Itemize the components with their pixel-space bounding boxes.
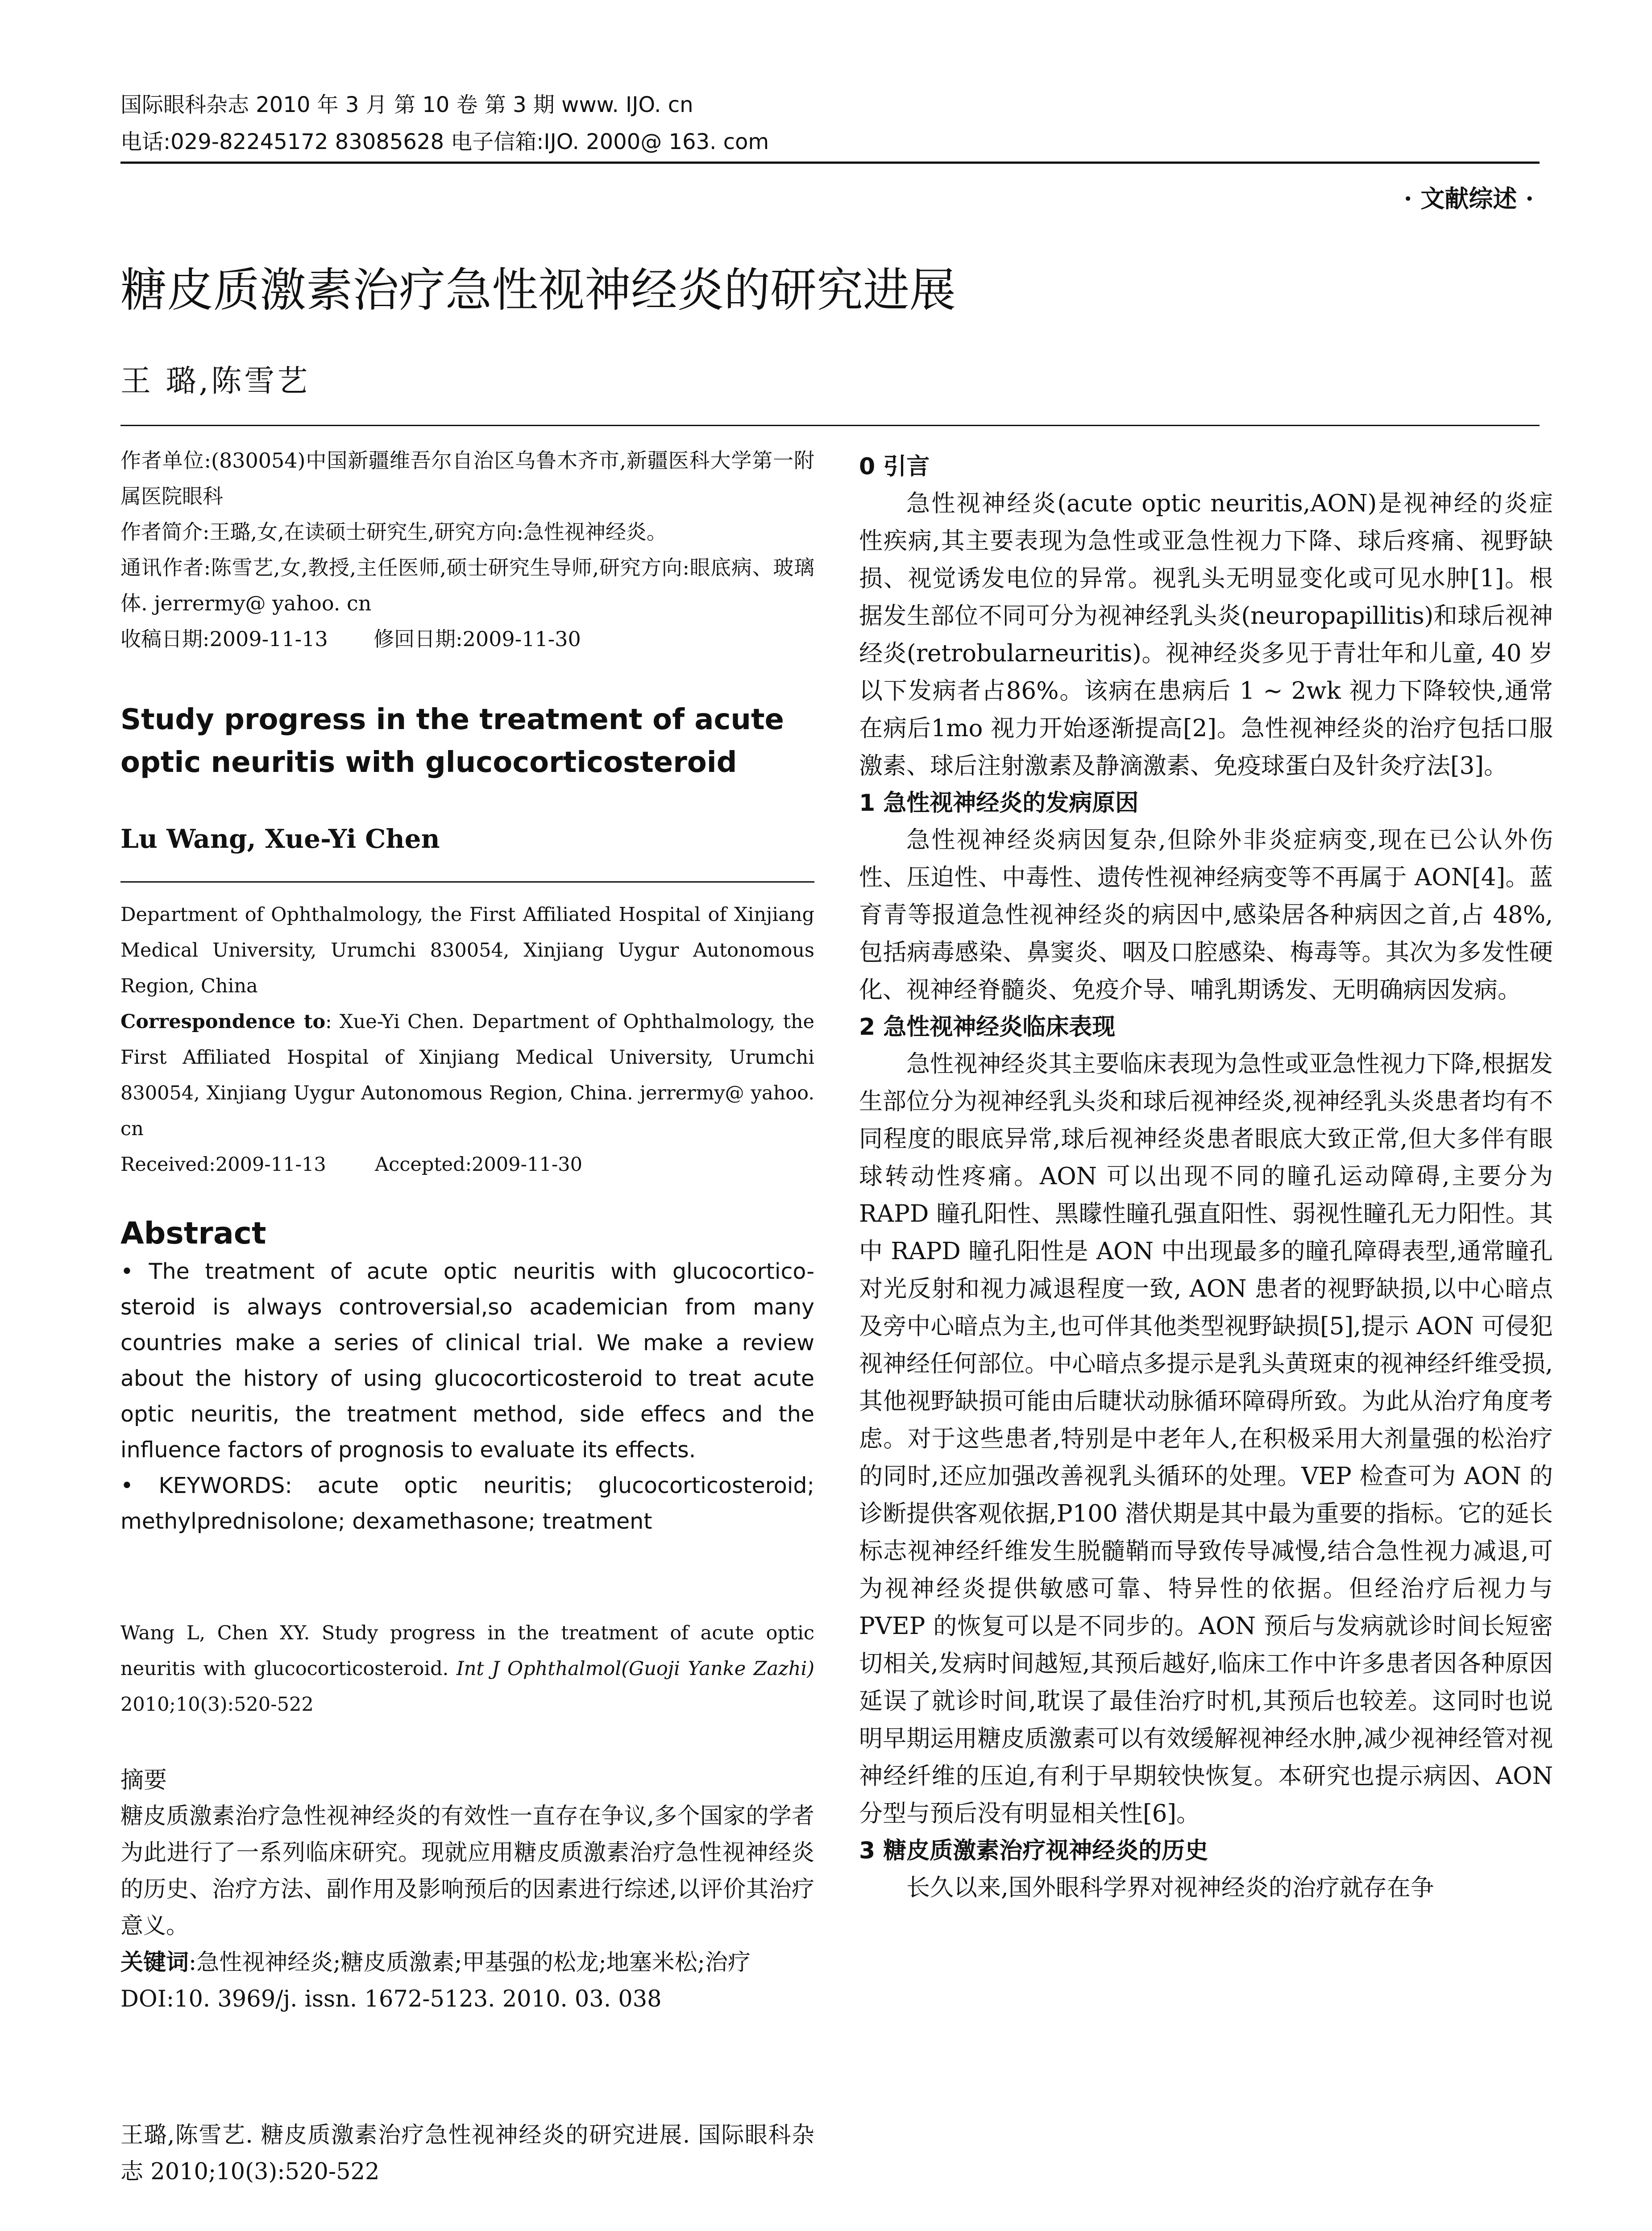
author-affiliation: 作者单位:(830054)中国新疆维吾尔自治区乌鲁木齐市,新疆医科大学第一附属医院眼科 — [120, 448, 814, 508]
header-rule — [120, 162, 1540, 164]
chinese-keywords — [120, 1945, 814, 1981]
chinese-abstract-heading: 摘要 — [120, 1767, 167, 1794]
correspondence-label: Correspondence to — [120, 1011, 326, 1033]
section-paragraph-history: 长久以来,国外眼科学界对视神经炎的治疗就存在争 — [906, 1874, 1434, 1901]
section-heading-etiology: 1 急性视神经炎的发病原因 — [859, 790, 1139, 817]
english-affiliation: Department of Ophthalmology, the First Affiliated Hospital of Xinjiang Medical University, Urumchi 830054, Xinjiang Uygur Autonomous Region, China — [120, 904, 814, 997]
section-heading-history: 3 糖皮质激素治疗视神经炎的历史 — [859, 1837, 1208, 1864]
chinese-keywords-label: 关键词 — [120, 1949, 189, 1976]
author-info — [120, 443, 814, 657]
section-heading-intro: 0 引言 — [859, 453, 930, 480]
citation-journal: Int J Ophthalmol(Guoji Yanke Zazhi) — [456, 1658, 814, 1680]
doi: DOI:10. 3969/j. issn. 1672-5123. 2010. 03. 038 — [120, 1986, 662, 2012]
column-label: · 文献综述 · — [1403, 184, 1534, 213]
english-authors-rule — [120, 881, 814, 883]
journal-header-line1: 国际眼科杂志 2010 年 3 月 第 10 卷 第 3 期 www. IJO. cn — [120, 92, 693, 117]
authors-cn: 王 璐,陈雪艺 — [120, 364, 311, 399]
abstract-heading: Abstract — [120, 1216, 266, 1251]
english-authors: Lu Wang, Xue-Yi Chen — [120, 824, 440, 854]
section-heading-clinical: 2 急性视神经炎临床表现 — [859, 1014, 1116, 1041]
citation-end: 2010;10(3):520-522 — [120, 1693, 314, 1716]
correspondence-text: : Xue-Yi Chen. Department of Ophthalmology, the First Affiliated Hospital of Xinjiang Medical University, Urumchi 830054, Xinjiang Uygur Autonomous Region, China. jerrermy@ yahoo. cn — [120, 1011, 814, 1140]
section-paragraph-clinical: 急性视神经炎其主要临床表现为急性或亚急性视力下降,根据发生部位分为视神经乳头炎和球后视神经炎,视神经乳头炎患者均有不同程度的眼底异常,球后视神经炎患者眼底大致正常,但大多伴有眼球转动性疼痛。AON 可以出现不同的瞳孔运动障碍,主要分为 RAPD 瞳孔阳性、黑矇性瞳孔强直阳性、弱视性瞳孔无力阳性。其中 RAPD 瞳孔阳性是 AON 中出现最多的瞳孔障碍表型,通常瞳孔对光反射和视力减退程度一致, AON 患者的视野缺损,以中心暗点及旁中心暗点为主,也可伴其他类型视野缺损[5],提示 AON 可侵犯视神经任何部位。中心暗点多提示是乳头黄斑束的视神经纤维受损,其他视野缺损可能由后睫状动脉循环障碍所致。为此从治疗角度考虑。对于这些患者,特别是中老年人,在积极采用大剂量强的松治疗的同时,还应加强改善视乳头循环的处理。VEP 检查可为 AON 的诊断提供客观依据,P100 潜伏期是其中最为重要的指标。它的延长标志视神经纤维发生脱髓鞘而导致传导减慢,结合急性视力减退,可为视神经炎提供敏感可靠、特异性的依据。但经治疗后视力与 PVEP 的恢复可以是不同步的。AON 预后与发病就诊时间长短密切相关,发病时间越短,其预后越好,临床工作中许多患者因各种原因延误了就诊时间,耽误了最佳治疗时机,其预后也较差。这同时也说明早期运用糖皮质激素可以有效缓解视神经水肿,减少视神经管对视神经纤维的压迫,有利于早期较快恢复。本研究也提示病因、AON 分型与预后没有明显相关性[6]。 — [859, 1050, 1553, 1827]
english-correspondence — [120, 1004, 814, 1147]
citation-plain: Wang L, Chen XY. Study progress in the treatment of acute optic neuritis with glucocorticosteroid. — [120, 1622, 814, 1680]
english-keywords: • KEYWORDS: acute optic neuritis; glucocorticosteroid; methylprednisolone; dexamethasone; treatment — [120, 1473, 814, 1534]
english-dates: Received:2009-11-13 Accepted:2009-11-30 — [120, 1153, 582, 1176]
main-body — [859, 448, 1553, 1907]
chinese-keywords-text: :急性视神经炎;糖皮质激素;甲基强的松龙;地塞米松;治疗 — [189, 1949, 751, 1976]
section-paragraph-intro: 急性视神经炎(acute optic neuritis,AON)是视神经的炎症性疾病,其主要表现为急性或亚急性视力下降、球后疼痛、视野缺损、视觉诱发电位的异常。视乳头无明显变化或可见水肿[1]。根据发生部位不同可分为视神经乳头炎(neuropapillitis)和球后视神经炎(retrobularneuritis)。视神经炎多见于青壮年和儿童, 40 岁以下发病者占86%。该病在患病后 1 ~ 2wk 视力下降较快,通常在病后1mo 视力开始逐渐提高[2]。急性视神经炎的治疗包括口服激素、球后注射激素及静滴激素、免疫球蛋白及针灸疗法[3]。 — [859, 490, 1553, 780]
title-rule — [120, 425, 1540, 426]
chinese-abstract-text: 糖皮质激素治疗急性视神经炎的有效性一直存在争议,多个国家的学者为此进行了一系列临床研究。现就应用糖皮质激素治疗急性视神经炎的历史、治疗方法、副作用及影响预后的因素进行综述,以评价其治疗意义。 — [120, 1803, 814, 1939]
journal-header-line2: 电话:029-82245172 83085628 电子信箱:IJO. 2000@ 163. com — [120, 129, 769, 154]
english-citation — [120, 1615, 814, 1722]
english-title: Study progress in the treatment of acute optic neuritis with glucocorticosteroid — [120, 703, 784, 779]
page-title: 糖皮质激素治疗急性视神经炎的研究进展 — [120, 263, 956, 317]
section-paragraph-etiology: 急性视神经炎病因复杂,但除外非炎症病变,现在已公认外伤性、压迫性、中毒性、遗传性视神经病变等不再属于 AON[4]。蓝育青等报道急性视神经炎的病因中,感染居各种病因之首,占 48%,包括病毒感染、鼻窦炎、咽及口腔感染、梅毒等。其次为多发性硬化、视神经脊髓炎、免疫介导、哺乳期诱发、无明确病因发病。 — [859, 826, 1553, 1004]
abstract-block — [120, 1254, 814, 1539]
english-affiliation-block — [120, 897, 814, 1182]
abstract-text: • The treatment of acute optic neuritis with glucocortico-steroid is always controversial,so academician from many countries make a series of clinical trial. We make a review about the history of using glucocorticosteroid to treat acute optic neuritis, the treatment method, side effecs and the influence factors of prognosis to evaluate its effects. — [120, 1259, 814, 1463]
received-dates: 收稿日期:2009-11-13 修回日期:2009-11-30 — [120, 627, 581, 651]
chinese-abstract-block — [120, 1798, 814, 2018]
chinese-citation: 王璐,陈雪艺. 糖皮质激素治疗急性视神经炎的研究进展. 国际眼科杂志 2010;10(3):520-522 — [120, 2122, 814, 2185]
corresponding-author: 通讯作者:陈雪艺,女,教授,主任医师,硕士研究生导师,研究方向:眼底病、玻璃体. jerrermy@ yahoo. cn — [120, 556, 814, 615]
author-bio: 作者简介:王璐,女,在读硕士研究生,研究方向:急性视神经炎。 — [120, 520, 667, 544]
